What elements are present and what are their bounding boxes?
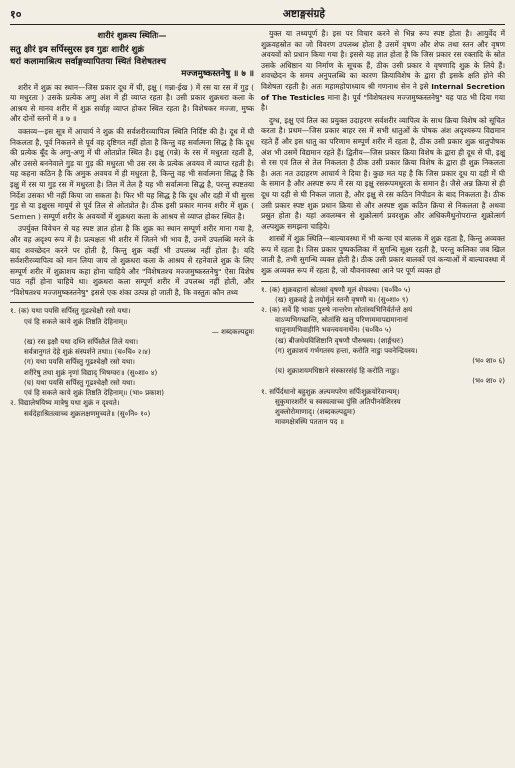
two-column-body xyxy=(10,29,505,428)
footnote-line: २. विद्यालेषयिष्य मात्रेषु यथा शुक्रं न दृश्यते। xyxy=(10,398,120,408)
footnote-line: २. (क) सर्वे हि भावाः पुरुषे नान्तरेण सोतांस्यभिनिर्वर्तन्ते क्षयं xyxy=(261,305,413,315)
page-number: १० xyxy=(10,7,22,21)
footnote-line: — शब्दकल्पद्रुमः xyxy=(211,326,254,336)
footnotes xyxy=(10,306,254,418)
footnote-line: (घ) यथा पयसि सर्पिस्तु गूढश्चेक्षौ रसो यथा। xyxy=(24,377,136,387)
left-column xyxy=(10,29,254,428)
footnote-line: मावमक्षेत्रस्थि पततान पद ॥ xyxy=(275,417,344,427)
footnote-line: एवं हि सकले काये शुक्रं तिष्ठति देहिनाम्॥ xyxy=(24,316,128,326)
verse-line: धरां कलामाश्रित्य सर्वाङ्गव्यापितया स्थितं विशेषतश्च xyxy=(10,56,167,67)
section-title: शारीरं शुक्रस्य स्थितिः— xyxy=(97,30,167,40)
paragraph-text: युक्त या तथ्यपूर्ण है। इस पर विचार करने से भिन्न रूप स्पष्ट होता है। आयुर्वेद में शुक्रवहस्रोत का जो विवरण उपलब्ध होता है उसमें वृषण और शेफ तथा स्तन और वृषण अवयवों को प्रधान किया गया है। इससे यह ज्ञात होता है कि जिस प्रकार रस रक्तादि के स्रोत उसके अधिष्ठान या निर्माण के सूचक हैं, ठीक उसी प्रकार ये वृषणादि शुक्र के लिये हैं। शवच्छेदन के समय अनुपलब्धि का कारण क्रियाविशेष के द्वारा ही इसके क्षति होने की विशेषता रहती है। अतः महामहोपाध्याय श्री गणनाथ सेन ने इसे xyxy=(261,29,505,91)
verse-line: मज्जमुष्कस्तनेषु ॥ ७ ॥ xyxy=(181,68,254,79)
running-title: अष्टाङ्गसंग्रहे xyxy=(282,8,325,20)
footnote-line: १. (क) शुक्रवहानां स्रोतसां वृषणौ मूलं शेफश्च। (च०वि० ५) xyxy=(261,284,411,294)
footnote-line: शरीरेषु तथा शुक्रं नृणां विद्याद् भिषग्वरः॥ (सु०शा० ४) xyxy=(24,367,158,377)
commentary-paragraph: शरीर में शुक्र का स्थान—जिस प्रकार दूध में घी, इक्षु ( गन्ना-ईख ) में रस या रस में गुड़ ( या मधुरता ) उसके प्रत्येक अणु अंश में ही व्याप्त रहता है। उसी प्रकार शुक्रधरा कला के आश्रय से मानव शरीर में शुक्र सर्वाङ्ग व्याप्त होकर स्थित रहता है। विशेषकर मज्जा, मुष्क और दोनों स्तनों में ॥ ७ ॥ xyxy=(10,82,254,124)
footnote-line: (ख) शुक्रवहे द्वे तयोर्मूलं स्तनौ वृषणौ च। (सु०शा० ९) xyxy=(275,294,409,304)
paragraph-text: माना है। पूर्व "विशेषतश्च मज्जमुष्कस्तनेषु" यह पाठ भी दिया गया है। xyxy=(261,92,505,113)
footnote-line: सर्वदेहाश्रितत्वाच्च शुक्रलक्षणमुच्यते॥ (सु०नि० १०) xyxy=(24,408,151,418)
commentary-paragraph xyxy=(261,29,505,114)
footnote-line: १. (क) यथा पयसि सर्पिस्तु गूढश्चेक्षौ रसो यथा। xyxy=(10,306,131,316)
footnote-line: (ग) यथा पयसि सर्पिस्तु गूढश्चेक्षौ रसो यथा। xyxy=(24,357,135,367)
footnote-line: १. सर्पिर्दधानो बहुशुक्र अल्पमपरेण सर्पिःशुक्रयोरेवान्यम्। xyxy=(261,386,400,396)
english-term: Internal Secretion of The Testicles xyxy=(261,81,506,102)
footnote-divider xyxy=(10,302,254,303)
footnote-line: शुक्लोरोमाणाद्। (शब्दकल्पद्रुमः) xyxy=(275,407,356,417)
commentary-paragraph: दुग्ध, इक्षु एवं तिल का प्रयुक्त उदाहरण सर्वशरीर व्यापित्व के साथ क्रिया विशेष को सूचित करता है। प्रथम—जिस प्रकार बाहर रस में सभी धातुओं के पोषक अंश अदृश्यरूप विद्यमान रहते हैं और इस धातु का परिणाम सम्पूर्ण शरीर में रहता है, ठीक उसी प्रकार शुक्र धातुपोषक अंश भी उसमें विद्यमान रहते हैं। द्वितीय—जिस प्रकार क्रिया विशेष के द्वारा ही दूध से घी, इक्षु से रस एवं तिल से तेल निकलता है ठीक उसी प्रकार क्रिया विशेष के द्वारा ही शुक्र निकलता है। अतः नत उदाहरण आचार्य ने दिया है। कुछ मत यह है कि जिस प्रकार दूध या दही में घी के समान है और अस्पष्ट रूप में रस या इक्षु रसरूपमधुरता के समान है। जैसे अन्न क्रिया से ही दूध या दही से घी निकल जाता है, और इक्षु से रस कठिन निपीडन के बाद निकलता है। ठीक उसी प्रकार स्पष्ट शुक्र प्रधान क्रिया से और अस्पष्ट शुक्र कठिन क्रिया से निकलता है अथवा प्रस्रुत होता है। यहां अवलम्बन से शुक्रोत्सर्ग प्रवरशुक्र और अधिकमैथुनोपरान्त शुक्रोत्सर्ग अल्पशुक्र समझना चाहिये। xyxy=(261,115,505,231)
page-header xyxy=(10,4,505,25)
footnote-line: वाऽप्यभिगच्छन्ति, स्रोतांसि खलु परिणाममापद्यमानानां xyxy=(275,315,408,325)
footnote-line: सुकुमारशरीरं च स्वस्वत्वाच्च पुंसि अतिपीनवेशिरस्य xyxy=(275,396,401,406)
verse-line: सतु क्षीरं इव सर्पिस्सुरस इव गुडः शारीरं शुक्रं xyxy=(10,44,144,55)
footnote-divider xyxy=(261,281,505,282)
sanskrit-verse xyxy=(10,44,254,80)
right-column xyxy=(261,29,505,428)
commentary-paragraph: शास्त्रों में शुक्र स्थिति—बाल्यावस्था में भी कन्या एवं बालक में शुक्र रहता है, किन्तु अव्यक्त रूप में रहता है। जिस प्रकार पुष्पकलिका में सुगन्धि सूक्ष्म रहती है, परन्तु कलिका जब खिल जाती है, तभी सुगन्धि व्यक्त होती है। ठीक उसी प्रकार बालकों एवं कन्याओं में बाल्यावस्था में शुक्र अव्यक्त रूप में रहता है, जो यौवनावस्था आने पर पूर्ण व्यक्त हो xyxy=(261,234,505,276)
footnote-line: (भ० शा० ६) xyxy=(472,356,505,366)
footnote-line: (घ) शुक्राशयमधिष्ठाने संस्कारसंहं हि करोति नाडुः। xyxy=(275,366,400,376)
commentary-paragraph: उपर्युक्त विवेचन से यह स्पष्ट ज्ञात होता है कि शुक्र का स्थान सम्पूर्ण शरीर माना गया है, और वह अदृश्य रूप में है। प्रत्यक्षतः भी शरीर में जितने भी भाव हैं, उनमें उपलब्धि मरने के बाद शवच्छेदन करने पर होती है, किन्तु शुक्र कहीं भी उपलब्ध नहीं होता है। यदि सर्वशरीरव्यापित्व को मान लिया जाय तो शुक्रधरा कला के आश्रय से रहनेवाले शुक्र के लिए सम्पूर्ण शरीर में शुक्राशय कहा होना चाहिये और "विशेषतश्च मज्जमुष्कस्तनेषु" ऐसा विशेष पाठ नहीं होना चाहिये था। शुक्रधरा कला सम्पूर्ण शरीर में उपलब्ध नहीं होती, और "विशेषतश्च मज्जमुष्कस्तनेषु" इससे एक शंका उत्पन्न हो जाती है, कि वस्तुतः कौन तथ्य xyxy=(10,224,254,297)
footnote-line: एवं हि सकले काये शुक्रं तिष्ठति देहिनाम्॥ (भा० प्रकाश) xyxy=(24,388,165,398)
footnote-line: (ख) रस इक्षौ यथा दध्नि सर्पिस्तैलं तिले यथा। xyxy=(24,337,139,347)
footnote-line: धातूनामभिवाहीनि भवन्त्ययनार्थेन। (च०वि० ५) xyxy=(275,325,392,335)
footnote-line: सर्वत्रानुगतं देहे शुक्रं संस्पर्शने तथा॥ (च०चि० २।४) xyxy=(24,347,151,357)
footnote-line: (भ० शा० २) xyxy=(472,376,505,386)
footnotes xyxy=(261,285,505,428)
footnote-line: (ख) बीजधेयविशिष्टानि वृषणौ पौरुषस्य। (शार्ङ्गधरः) xyxy=(275,335,404,345)
footnote-line: (ग) शुक्राशयं गर्भगतस्य हन्ता, करोति नाडुः पवनेन्द्रियस्य। xyxy=(275,345,418,355)
commentary-paragraph: वक्तव्य—इस सूत्र में आचार्य ने शुक्र की सर्वशरीरव्यापित्व स्थिति निर्दिष्ट की है। दूध में घी निकलता है, पूर्व निकलने से पूर्व वह दृष्टिगत नहीं होता है किन्तु वह सर्वात्मना सिद्ध है कि दूध की प्रत्येक बूँद के अणु-अणु में घी ओतप्रोत स्थित है। इक्षु (गन्ने) के रस में मधुरता रहती है, और उससे बननेवाले गुड़ या गुड़ की मधुरता भी उस रस के प्रत्येक अवयव में व्याप्त रहती है। यह कहना कठिन है कि अमुक अवयव में ही मधुरता है, किन्तु वह भी सर्वात्मना सिद्ध है कि इक्षु में रस या गुड़ रस में मधुरता है। तिल में तेल है यह भी सर्वात्मना सिद्ध है, परन्तु स्पष्टतया निर्देश उसका भी नहीं किया जा सकता है। फिर भी यह सिद्ध है कि दूध और दही में घी सुरस गुड़ से या इक्षुरस मायूर्य से पूर्व तिल से ओतप्रोत है। ठीक इसी प्रकार मानव शरीर में शुक्र ( Semen ) सम्पूर्ण शरीर के अवयवों में शुक्रधरा कला के आश्रय से व्याप्त होकर स्थित है। xyxy=(10,126,254,221)
